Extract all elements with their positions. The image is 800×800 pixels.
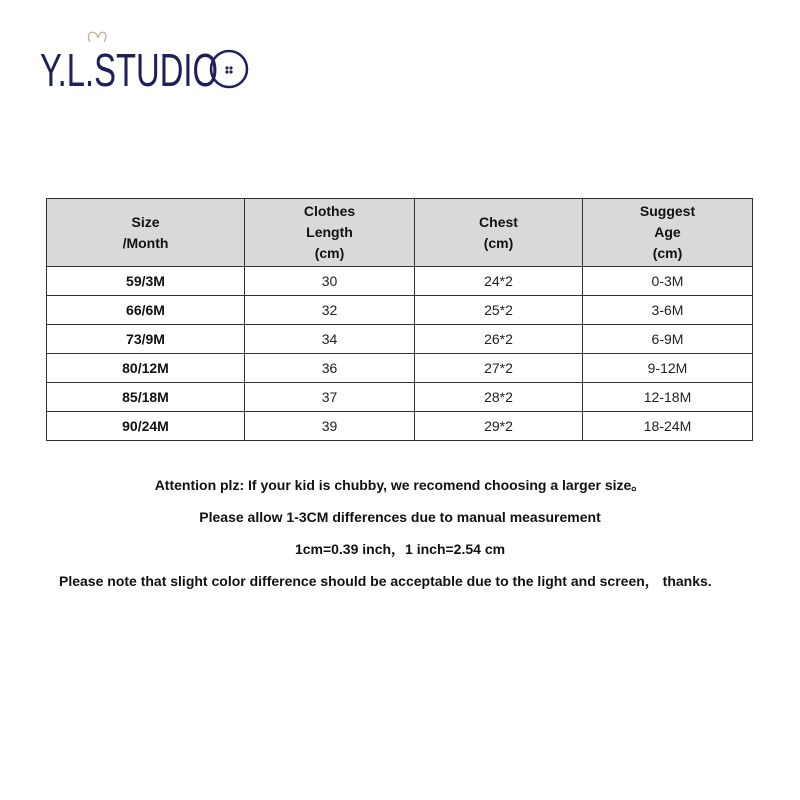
cell-age: 3-6M [583,296,753,325]
table-row [47,296,753,325]
cell-length: 30 [245,267,415,296]
header-length-line: Clothes [303,203,356,219]
header-age-line: Suggest [639,203,696,219]
cell-age: 18-24M [583,412,753,441]
cell-size: 59/3M [47,267,245,296]
table-row [47,325,753,354]
header-chest-line: (cm) [483,234,514,251]
table-row [47,354,753,383]
cell-length: 37 [245,383,415,412]
table-header-row [47,199,753,267]
table-row [47,412,753,441]
cell-chest: 28*2 [415,383,583,412]
cell-age: 6-9M [583,325,753,354]
header-age-line: Age [654,224,681,240]
table-row [47,267,753,296]
cell-age: 12-18M [583,383,753,412]
brand-logo [40,30,260,100]
cell-length: 39 [245,412,415,441]
cell-chest: 29*2 [415,412,583,441]
cell-size: 90/24M [47,412,245,441]
size-chart-table [46,198,753,441]
cell-length: 32 [245,296,415,325]
cell-size: 85/18M [47,383,245,412]
cell-chest: 26*2 [415,325,583,354]
cell-size: 66/6M [47,296,245,325]
cell-chest: 24*2 [415,267,583,296]
cell-size: 80/12M [47,354,245,383]
header-chest [415,199,583,267]
note-attention: Attention plz: If your kid is chubby, we recomend choosing a larger size。 [154,477,646,493]
header-size-line: Size [131,213,160,230]
table-row [47,383,753,412]
header-size [47,199,245,267]
note-conversion: 1cm=0.39 inch，1 inch=2.54 cm [294,541,506,557]
notes-section [0,472,800,600]
cell-size: 73/9M [47,325,245,354]
header-length-line: Length [306,224,353,240]
cell-chest: 25*2 [415,296,583,325]
logo-lettering: Y.L.STUDIO [40,44,218,96]
header-size-line: /Month [122,234,169,251]
cell-age: 9-12M [583,354,753,383]
cell-length: 34 [245,325,415,354]
note-color: Please note that slight color difference should be acceptable due to the light and screen， thanks. [59,573,712,589]
header-age-line: (cm) [652,245,683,261]
logo-graphic [40,30,260,100]
header-length [245,199,415,267]
cell-age: 0-3M [583,267,753,296]
header-length-line: (cm) [314,245,345,261]
cell-chest: 27*2 [415,354,583,383]
cell-length: 36 [245,354,415,383]
note-measurement: Please allow 1-3CM differences due to manual measurement [199,509,601,525]
header-age [583,199,753,267]
header-chest-line: Chest [479,213,518,230]
